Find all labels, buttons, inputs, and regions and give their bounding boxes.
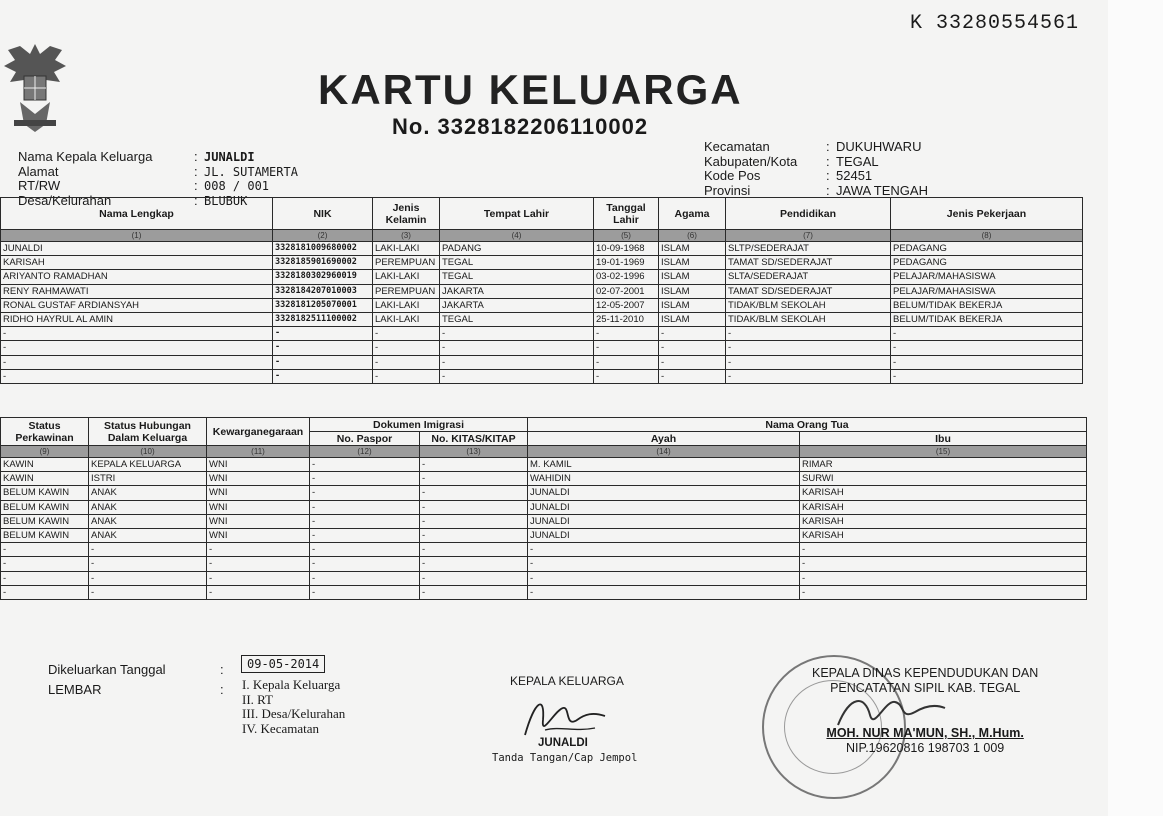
- lembar-item: IV. Kecamatan: [242, 720, 320, 736]
- table-cell: -: [594, 327, 659, 341]
- column-number-row: [1, 230, 1083, 242]
- info-value: JUNALDI: [204, 150, 255, 164]
- table-cell: PEREMPUAN: [373, 256, 440, 270]
- col-header-tanggal-lahir: Tanggal Lahir: [594, 198, 659, 230]
- table-cell: 03-02-1996: [594, 270, 659, 284]
- table-cell: -: [659, 341, 726, 355]
- table-cell: ISLAM: [659, 242, 726, 256]
- table-cell: KARISAH: [800, 500, 1087, 514]
- table-cell: PELAJAR/MAHASISWA: [891, 270, 1083, 284]
- col-header-pekerjaan: Jenis Pekerjaan: [891, 198, 1083, 230]
- table-cell: -: [207, 571, 310, 585]
- table-cell: 3328181009680002: [273, 242, 373, 256]
- table-cell: -: [273, 369, 373, 383]
- table-cell: ISLAM: [659, 270, 726, 284]
- info-row-rtrw: RT/RW : 008 / 001: [18, 178, 270, 193]
- info-row-kepala: Nama Kepala Keluarga : JUNALDI: [18, 149, 255, 164]
- table-cell: -: [528, 571, 800, 585]
- table-cell: -: [310, 585, 420, 599]
- table-row: [1, 256, 1083, 270]
- table-cell: PEDAGANG: [891, 242, 1083, 256]
- table-cell: -: [420, 472, 528, 486]
- table-cell: WNI: [207, 528, 310, 542]
- table-cell: -: [310, 571, 420, 585]
- info-label: Provinsi: [704, 182, 751, 198]
- table-cell: BELUM KAWIN: [1, 514, 89, 528]
- info-label: Kabupaten/Kota: [704, 153, 798, 169]
- table-cell: KARISAH: [800, 486, 1087, 500]
- official-title-line-2: PENCATATAN SIPIL KAB. TEGAL: [830, 681, 1021, 695]
- table-cell: JAKARTA: [440, 298, 594, 312]
- table-row: [1, 327, 1083, 341]
- info-value: 008 / 001: [204, 179, 270, 193]
- table-cell: -: [440, 369, 594, 383]
- table-cell: WNI: [207, 500, 310, 514]
- table-cell: -: [89, 557, 207, 571]
- column-number: (7): [726, 230, 891, 242]
- info-value: BLUBUK: [204, 193, 248, 208]
- family-members-table: [0, 197, 1083, 384]
- family-card-number: No. 3328182206110002: [392, 114, 649, 139]
- table-cell: -: [1, 369, 273, 383]
- column-number: (15): [800, 446, 1087, 458]
- info-label: Kecamatan: [704, 139, 770, 154]
- col-header-status-perkawinan: Status Perkawinan: [1, 418, 89, 446]
- document-title: KARTU KELUARGA: [318, 66, 743, 113]
- issued-label: Dikeluarkan Tanggal: [48, 662, 166, 677]
- table-cell: PEDAGANG: [891, 256, 1083, 270]
- table-cell: -: [891, 327, 1083, 341]
- column-number: (8): [891, 230, 1083, 242]
- table-row: [1, 585, 1087, 599]
- table-cell: -: [310, 500, 420, 514]
- table-cell: SLTA/SEDERAJAT: [726, 270, 891, 284]
- table-cell: -: [528, 557, 800, 571]
- table-row: [1, 369, 1083, 383]
- table-cell: -: [420, 514, 528, 528]
- table-row: [1, 242, 1083, 256]
- table-cell: -: [891, 369, 1083, 383]
- table-cell: JUNALDI: [528, 500, 800, 514]
- column-number: (10): [89, 446, 207, 458]
- table-cell: WNI: [207, 472, 310, 486]
- table-cell: TAMAT SD/SEDERAJAT: [726, 256, 891, 270]
- table-row: [1, 543, 1087, 557]
- table-cell: -: [207, 585, 310, 599]
- table-cell: -: [207, 557, 310, 571]
- table-cell: WNI: [207, 486, 310, 500]
- lembar-item: I. Kepala Keluarga: [242, 677, 341, 692]
- col-header-tempat-lahir: Tempat Lahir: [440, 198, 594, 230]
- table-cell: TAMAT SD/SEDERAJAT: [726, 284, 891, 298]
- table-cell: 3328182511100002: [273, 312, 373, 326]
- table-row: [1, 284, 1083, 298]
- head-name: JUNALDI: [538, 737, 588, 749]
- table-cell: ISLAM: [659, 298, 726, 312]
- table-cell: PEREMPUAN: [373, 284, 440, 298]
- table-cell: -: [310, 557, 420, 571]
- region-info: [704, 140, 928, 198]
- table-cell: -: [420, 486, 528, 500]
- table-cell: -: [1, 585, 89, 599]
- table-cell: -: [800, 557, 1087, 571]
- table-cell: -: [310, 486, 420, 500]
- lembar-label: LEMBAR: [48, 682, 102, 697]
- table-cell: -: [659, 355, 726, 369]
- table-cell: -: [1, 355, 273, 369]
- info-label: Alamat: [18, 163, 59, 179]
- table-cell: -: [659, 327, 726, 341]
- col-header-kewarganegaraan: Kewarganegaraan: [207, 418, 310, 446]
- table-row: [1, 514, 1087, 528]
- table-cell: SLTP/SEDERAJAT: [726, 242, 891, 256]
- info-row-alamat: Alamat : JL. SUTAMERTA: [18, 163, 298, 179]
- table-row: [1, 458, 1087, 472]
- table-cell: RENY RAHMAWATI: [1, 284, 273, 298]
- table-cell: TEGAL: [440, 256, 594, 270]
- table-cell: JUNALDI: [528, 514, 800, 528]
- info-row-kecamatan: Kecamatan : DUKUHWARU: [704, 139, 922, 154]
- col-header-no-kitas: No. KITAS/KITAP: [420, 432, 528, 446]
- col-header-nama: Nama Lengkap: [1, 198, 273, 230]
- document-serial: K 33280554561: [910, 12, 1080, 35]
- table-cell: KEPALA KELUARGA: [89, 458, 207, 472]
- table-cell: -: [726, 369, 891, 383]
- lembar-item: III. Desa/Kelurahan: [242, 706, 346, 721]
- table-row: [1, 270, 1083, 284]
- official-nip: NIP.19620816 198703 1 009: [845, 741, 1005, 755]
- table-cell: -: [207, 543, 310, 557]
- table-cell: ANAK: [89, 528, 207, 542]
- table-cell: ISTRI: [89, 472, 207, 486]
- table-cell: -: [594, 341, 659, 355]
- table-cell: RIDHO HAYRUL AL AMIN: [1, 312, 273, 326]
- table-cell: 3328185901690002: [273, 256, 373, 270]
- table-cell: -: [1, 327, 273, 341]
- table-cell: KAWIN: [1, 458, 89, 472]
- table-cell: LAKI-LAKI: [373, 270, 440, 284]
- table-cell: TIDAK/BLM SEKOLAH: [726, 298, 891, 312]
- table-row: [1, 557, 1087, 571]
- table-cell: -: [1, 571, 89, 585]
- table-cell: -: [89, 585, 207, 599]
- table-cell: WNI: [207, 458, 310, 472]
- table-cell: -: [373, 327, 440, 341]
- table-cell: WNI: [207, 514, 310, 528]
- table-cell: -: [440, 355, 594, 369]
- table-cell: 10-09-1968: [594, 242, 659, 256]
- info-row-provinsi: Provinsi : JAWA TENGAH: [704, 182, 928, 198]
- table-cell: BELUM/TIDAK BEKERJA: [891, 312, 1083, 326]
- table-cell: -: [420, 585, 528, 599]
- table-cell: KARISAH: [1, 256, 273, 270]
- column-number: (9): [1, 446, 89, 458]
- table-cell: -: [420, 543, 528, 557]
- table-cell: -: [310, 514, 420, 528]
- table-cell: -: [420, 528, 528, 542]
- table-row: [1, 312, 1083, 326]
- col-header-nama-orang-tua: Nama Orang Tua: [528, 418, 1087, 432]
- table-cell: BELUM/TIDAK BEKERJA: [891, 298, 1083, 312]
- table-row: [1, 571, 1087, 585]
- col-header-no-paspor: No. Paspor: [310, 432, 420, 446]
- lembar-item: II. RT: [242, 691, 273, 707]
- table-cell: JAKARTA: [440, 284, 594, 298]
- table-cell: -: [726, 355, 891, 369]
- table-cell: JUNALDI: [1, 242, 273, 256]
- column-number: (1): [1, 230, 273, 242]
- table-cell: BELUM KAWIN: [1, 486, 89, 500]
- table-cell: 3328180302960019: [273, 270, 373, 284]
- table-cell: PADANG: [440, 242, 594, 256]
- column-number: (6): [659, 230, 726, 242]
- table-row: [1, 486, 1087, 500]
- info-value: JAWA TENGAH: [836, 182, 928, 198]
- table-cell: JUNALDI: [528, 486, 800, 500]
- table-cell: RIMAR: [800, 458, 1087, 472]
- head-signature-caption: Tanda Tangan/Cap Jempol: [492, 752, 638, 764]
- info-label: RT/RW: [18, 178, 61, 193]
- table-cell: -: [800, 585, 1087, 599]
- table-cell: -: [440, 327, 594, 341]
- table-cell: M. KAMIL: [528, 458, 800, 472]
- column-number: (5): [594, 230, 659, 242]
- table-cell: LAKI-LAKI: [373, 242, 440, 256]
- table-cell: 02-07-2001: [594, 284, 659, 298]
- page-edge: [1108, 0, 1163, 816]
- table-cell: -: [310, 472, 420, 486]
- table-cell: -: [273, 355, 373, 369]
- table-cell: -: [310, 528, 420, 542]
- table-row: [1, 355, 1083, 369]
- table-cell: -: [891, 355, 1083, 369]
- table-cell: 25-11-2010: [594, 312, 659, 326]
- table-cell: -: [891, 341, 1083, 355]
- table-cell: WAHIDIN: [528, 472, 800, 486]
- table-cell: -: [528, 585, 800, 599]
- table-row: [1, 341, 1083, 355]
- table-cell: TEGAL: [440, 270, 594, 284]
- table-cell: -: [1, 543, 89, 557]
- table-row: [1, 298, 1083, 312]
- table-cell: -: [440, 341, 594, 355]
- info-label: Nama Kepala Keluarga: [18, 149, 153, 164]
- col-header-agama: Agama: [659, 198, 726, 230]
- col-header-ibu: Ibu: [800, 432, 1087, 446]
- table-cell: -: [420, 571, 528, 585]
- column-number: (2): [273, 230, 373, 242]
- column-number: (4): [440, 230, 594, 242]
- table-cell: -: [726, 327, 891, 341]
- column-number: (3): [373, 230, 440, 242]
- head-signature-label: KEPALA KELUARGA: [510, 674, 624, 688]
- table-row: [1, 500, 1087, 514]
- table-cell: 3328184207010003: [273, 284, 373, 298]
- family-status-table: [0, 417, 1087, 600]
- table-cell: -: [373, 369, 440, 383]
- table-cell: 19-01-1969: [594, 256, 659, 270]
- col-header-jenis-kelamin: Jenis Kelamin: [373, 198, 440, 230]
- col-header-ayah: Ayah: [528, 432, 800, 446]
- col-header-pendidikan: Pendidikan: [726, 198, 891, 230]
- info-value: JL. SUTAMERTA: [204, 164, 298, 179]
- table-cell: PELAJAR/MAHASISWA: [891, 284, 1083, 298]
- lembar-list: [242, 678, 345, 736]
- table-cell: BELUM KAWIN: [1, 528, 89, 542]
- table-cell: KARISAH: [800, 514, 1087, 528]
- table-cell: -: [594, 369, 659, 383]
- table-row: [1, 528, 1087, 542]
- info-row-desa: Desa/Kelurahan : BLUBUK: [18, 192, 248, 208]
- table-cell: -: [310, 543, 420, 557]
- table-row: [1, 472, 1087, 486]
- column-number: (14): [528, 446, 800, 458]
- table-cell: -: [800, 571, 1087, 585]
- table-cell: -: [420, 557, 528, 571]
- table-cell: -: [1, 557, 89, 571]
- column-number: (12): [310, 446, 420, 458]
- col-header-status-hubungan: Status Hubungan Dalam Keluarga: [89, 418, 207, 446]
- table-cell: BELUM KAWIN: [1, 500, 89, 514]
- column-number: (11): [207, 446, 310, 458]
- issued-date: 09-05-2014: [241, 655, 325, 673]
- table-cell: 3328181205070001: [273, 298, 373, 312]
- table-cell: -: [373, 341, 440, 355]
- garuda-emblem-icon: [0, 36, 70, 136]
- table-cell: -: [89, 543, 207, 557]
- official-name: MOH. NUR MA'MUN, SH., M.Hum.: [826, 726, 1024, 740]
- info-value: TEGAL: [836, 153, 879, 169]
- table-cell: -: [594, 355, 659, 369]
- info-row-kabupaten: Kabupaten/Kota : TEGAL: [704, 153, 879, 169]
- table-cell: -: [800, 543, 1087, 557]
- table-cell: KARISAH: [800, 528, 1087, 542]
- table-cell: -: [373, 355, 440, 369]
- table-cell: KAWIN: [1, 472, 89, 486]
- table-cell: TEGAL: [440, 312, 594, 326]
- table-cell: -: [659, 369, 726, 383]
- table-cell: ISLAM: [659, 312, 726, 326]
- table-cell: -: [420, 500, 528, 514]
- table-cell: SURWI: [800, 472, 1087, 486]
- info-value: DUKUHWARU: [836, 139, 922, 154]
- table-cell: -: [310, 458, 420, 472]
- column-number-row: [1, 446, 1087, 458]
- column-number: (13): [420, 446, 528, 458]
- table-cell: ANAK: [89, 514, 207, 528]
- info-value: 52451: [836, 168, 873, 183]
- table-cell: ANAK: [89, 486, 207, 500]
- table-cell: -: [89, 571, 207, 585]
- table-cell: RONAL GUSTAF ARDIANSYAH: [1, 298, 273, 312]
- table-cell: LAKI-LAKI: [373, 298, 440, 312]
- table-cell: -: [273, 327, 373, 341]
- official-block: [812, 666, 1038, 756]
- table-cell: 12-05-2007: [594, 298, 659, 312]
- table-cell: -: [528, 543, 800, 557]
- info-label: Kode Pos: [704, 168, 761, 183]
- table-cell: -: [726, 341, 891, 355]
- table-cell: ARIYANTO RAMADHAN: [1, 270, 273, 284]
- col-header-nik: NIK: [273, 198, 373, 230]
- info-row-kodepos: Kode Pos : 52451: [704, 168, 873, 183]
- table-cell: ISLAM: [659, 284, 726, 298]
- table-cell: ISLAM: [659, 256, 726, 270]
- table-cell: TIDAK/BLM SEKOLAH: [726, 312, 891, 326]
- table-cell: JUNALDI: [528, 528, 800, 542]
- official-title-line-1: KEPALA DINAS KEPENDUDUKAN DAN: [812, 666, 1039, 680]
- table-cell: ANAK: [89, 500, 207, 514]
- table-cell: -: [420, 458, 528, 472]
- table-cell: -: [1, 341, 273, 355]
- info-label: Desa/Kelurahan: [18, 192, 112, 208]
- col-header-dokumen-imigrasi: Dokumen Imigrasi: [310, 418, 528, 432]
- table-cell: -: [273, 341, 373, 355]
- table-cell: LAKI-LAKI: [373, 312, 440, 326]
